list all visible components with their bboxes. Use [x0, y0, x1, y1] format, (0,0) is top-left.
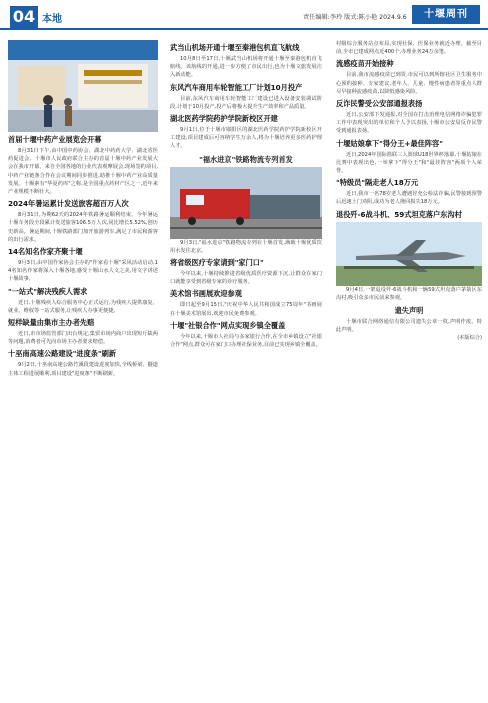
notice-body: 十堰市联合网络通信有限公司遗失公章一枚,声明作废。特此声明。	[336, 319, 482, 334]
article-body: 8月31日,为期62天的2024年铁路暑运顺利结束。今年暑运十堰车务段全段累计发送旅客106.5万人次,同比增长5.52%,创历史新高。暑运期间,十堰铁路部门加开旅游列车,满足了市民和游客的出行需求。	[8, 212, 158, 243]
photo-caption: 9月3日,"福水进京"铁路物流专列在十堰首发,满载十堰优质饮用水发往北京。	[170, 239, 322, 254]
headline: 短样缺量由集市主办者先赔	[8, 318, 95, 328]
article-body: 10月8日至17日,十堰武当山机场将开通十堰至秦港包机直飞航线。该航线的开通,进一步方便了市民出行,也为十堰文旅发展注入新动能。	[170, 56, 322, 79]
headline: 武当山机场开通十堰至秦港包机直飞航线	[170, 43, 300, 52]
headline: 14名知名作家齐聚十堰	[8, 247, 83, 257]
editor-meta: 责任编辑:李玲 版式:陈小艳 2024.9.6	[303, 14, 407, 21]
photo-expo	[8, 40, 158, 132]
article-body: 目前,东风汽车商用车轮智能工厂建设已进入设备安装调试阶段,计划于10月投产,投产后将极大提升生产效率和产品质量。	[170, 95, 322, 110]
article-body: 近日,2024年国际篮联三人篮球U18世界杯落幕,十堰姑娘在比赛中表现出色,一举拿下"得分王"和"最佳阵容"两项个人荣誉。	[336, 151, 482, 175]
headline: "一站式"解决残疾人需求	[8, 286, 88, 296]
headline: 东风汽车商用车轮智能工厂计划10月投产	[170, 82, 303, 92]
article-body: 近日,市市场监管部门出台规定,集贸市场内商户出现短斤缺两等问题,消费者可先向市场主办者要求赔偿。	[8, 331, 158, 346]
article-body: 村级综合服务站点布局,实现社保、医保业务就近办理。截至目前,全市已建成网点近400个,办理业务24万余笔。	[336, 41, 482, 56]
column-3	[336, 40, 482, 342]
article-body: 目前,我市流感疫苗已到货,市民可以到所辖社区卫生服务中心预约接种。专家建议,老年人、儿童、慢性病患者等重点人群尽早接种流感疫苗,以降低感染风险。	[336, 72, 482, 95]
article-body: 9月3日,由中国作家协会主办的"作家看十堰"采风活动启动,14名知名作家将深入十堰各地,感受十堰山水人文之美,用文字讲述十堰故事。	[8, 260, 158, 283]
section-title: 本地	[42, 14, 62, 25]
photo-jet	[336, 222, 482, 286]
page-footer-note: (本版综合)	[457, 335, 482, 342]
notice-title: 遗失声明	[394, 306, 424, 316]
article-body: 即日起至9月15日,"庆祝中华人民共和国成立75周年"书画展在十堰美术馆展出,欢迎市民免费参观。	[170, 302, 322, 317]
page-header	[0, 0, 488, 30]
headline: 十堰姑娘拿下"得分王+最佳阵容"	[336, 138, 443, 148]
column-2	[170, 40, 322, 349]
headline: 反诈民警受公安部通报表扬	[336, 99, 423, 109]
article-body: 9月2日,十巫南高速公路竹溪段建设进度加快,全线桥梁、隧道主体工程进展顺利,项目建设"进度条"不断刷新。	[8, 362, 158, 377]
photo-train	[170, 167, 322, 239]
article-body: 近日,十堰残疾人综合服务中心正式运行,为残疾人提供康复、就业、维权等一站式服务,让残疾人办事更便捷。	[8, 299, 158, 314]
headline: 湖北医药学院药护学院新校区开建	[170, 114, 278, 124]
headline: 十堰"社银合作"网点实现乡镇全覆盖	[170, 320, 286, 330]
headline: 退役歼-6战斗机、59式坦克落户东沟村	[336, 209, 462, 219]
headline: "福水进京"铁路物流专列首发	[199, 154, 293, 164]
headline: "特级员"隔走老人18万元	[336, 178, 419, 188]
headline: 十巫南高速公路建设"进度条"刷新	[8, 349, 117, 359]
photo-caption: 9月4日,一架退役歼-6战斗机和一辆59式坦克落户茅箭区东沟村,吸引众多市民前来参观。	[336, 286, 482, 301]
column-1	[8, 40, 158, 378]
article-body: 今年以来,十堰持续推进省级优质医疗资源下沉,让群众在家门口就能享受到省级专家的诊疗服务。	[170, 271, 322, 286]
headline: 美术馆书画展欢迎参观	[170, 289, 242, 299]
newspaper-logo: 十堰周刊	[412, 5, 480, 24]
article-body: 近日,我市一名78岁老人遭遇冒充公检法诈骗,民警接到预警后迅速上门劝阻,成功为老人挽回损失18万元。	[336, 191, 482, 206]
headline: 将省级医疗专家请到"家门口"	[170, 258, 264, 268]
page-number: 04	[10, 6, 38, 28]
article-body: 8月31日下午,由中国中药协会、湖北中药药大学、湖北省医药促进会、十堰市人民政府联合主办的首届十堰中药产业发展大会在我市开幕。来自全国各地的行业代表观摩展会,现场签约项目,中药产业链条合作在会议期间同步推进,助推十堰中药产业高质量发展。十堰素有"华夏药库"之称,是全国重点药材产区之一,近年来产业规模不断壮大。	[8, 148, 158, 196]
article-body: 今年以来,十堰市人社局与多家银行合作,在全市乡镇设立"社银合作"网点,群众可在家门口办理社保业务,目前已实现乡镇全覆盖。	[170, 333, 322, 349]
article-body: 9月1日,位于十堰市郧阳区的湖北医药学院药护学院新校区开工建设,项目建成后可容纳学生万余人,将为十堰培养更多医药护理人才。	[170, 127, 322, 150]
headline: 首届十堰中药产业展览会开幕	[8, 135, 102, 144]
headline: 2024年暑运累计发送旅客超百万人次	[8, 199, 129, 209]
article-body: 近日,公安部下发通报,对全国在打击治理电信网络诈骗犯罪工作中表现突出的单位和个人予以表扬,十堰市公安局反诈民警受到通报表扬。	[336, 112, 482, 135]
headline: 流感疫苗开始接种	[336, 59, 394, 69]
